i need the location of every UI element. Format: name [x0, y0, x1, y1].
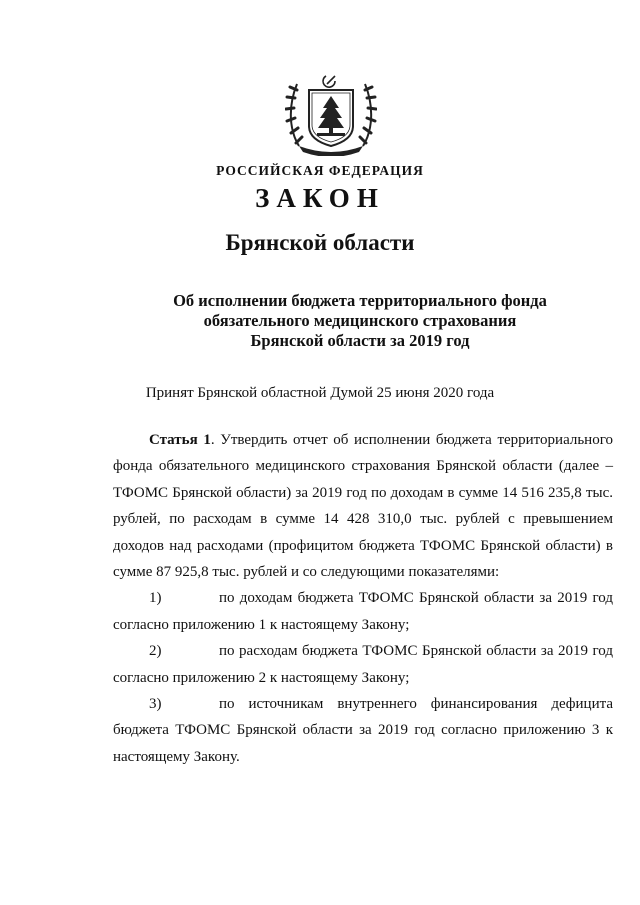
region-heading: Брянской области: [225, 230, 415, 255]
article-text: . Утвердить отчет об исполнении бюджета территориального фонда обязательного медицинского страхования Брянской области (далее – ТФОМС Брянской области) за 2019 год по доходам в сумме 14 516 235,8 тыс. рублей, по расходам в сумме 14 428 310,0 тыс. рублей с превышением доходов над расходами (профицитом бюджета ТФОМС Брянской области) в сумме 87 925,8 тыс. рублей и со следующими показателями:: [113, 432, 613, 581]
bryansk-coat-of-arms-icon: [285, 68, 377, 156]
list-item-number: 1): [149, 590, 162, 607]
law-title-line: обязательного медицинского страхования: [203, 311, 517, 330]
article-body: [113, 427, 613, 770]
list-item: [113, 638, 613, 691]
list-item: [113, 585, 613, 638]
list-item-number: 2): [149, 643, 162, 660]
article-paragraph: [113, 427, 613, 585]
law-title-line: Об исполнении бюджета территориального фонда: [173, 291, 547, 310]
article-label: Статья 1: [149, 432, 211, 448]
list-item: [113, 691, 613, 770]
law-heading: ЗАКОН: [255, 183, 385, 213]
law-title: [90, 291, 630, 351]
federation-heading: РОССИЙСКАЯ ФЕДЕРАЦИЯ: [216, 163, 424, 178]
list-item-text: по доходам бюджета ТФОМС Брянской области за 2019 год согласно приложению 1 к настоящему Закону;: [113, 590, 613, 633]
list-item-text: по расходам бюджета ТФОМС Брянской области за 2019 год согласно приложению 2 к настоящему Закону;: [113, 643, 613, 686]
list-item-text: по источникам внутреннего финансирования дефицита бюджета ТФОМС Брянской области за 2019 год согласно приложению 3 к настоящему Закону.: [113, 696, 613, 765]
list-item-number: 3): [149, 696, 162, 713]
adoption-note: Принят Брянской областной Думой 25 июня 2020 года: [145, 385, 495, 401]
law-title-line: Брянской области за 2019 год: [250, 331, 470, 350]
